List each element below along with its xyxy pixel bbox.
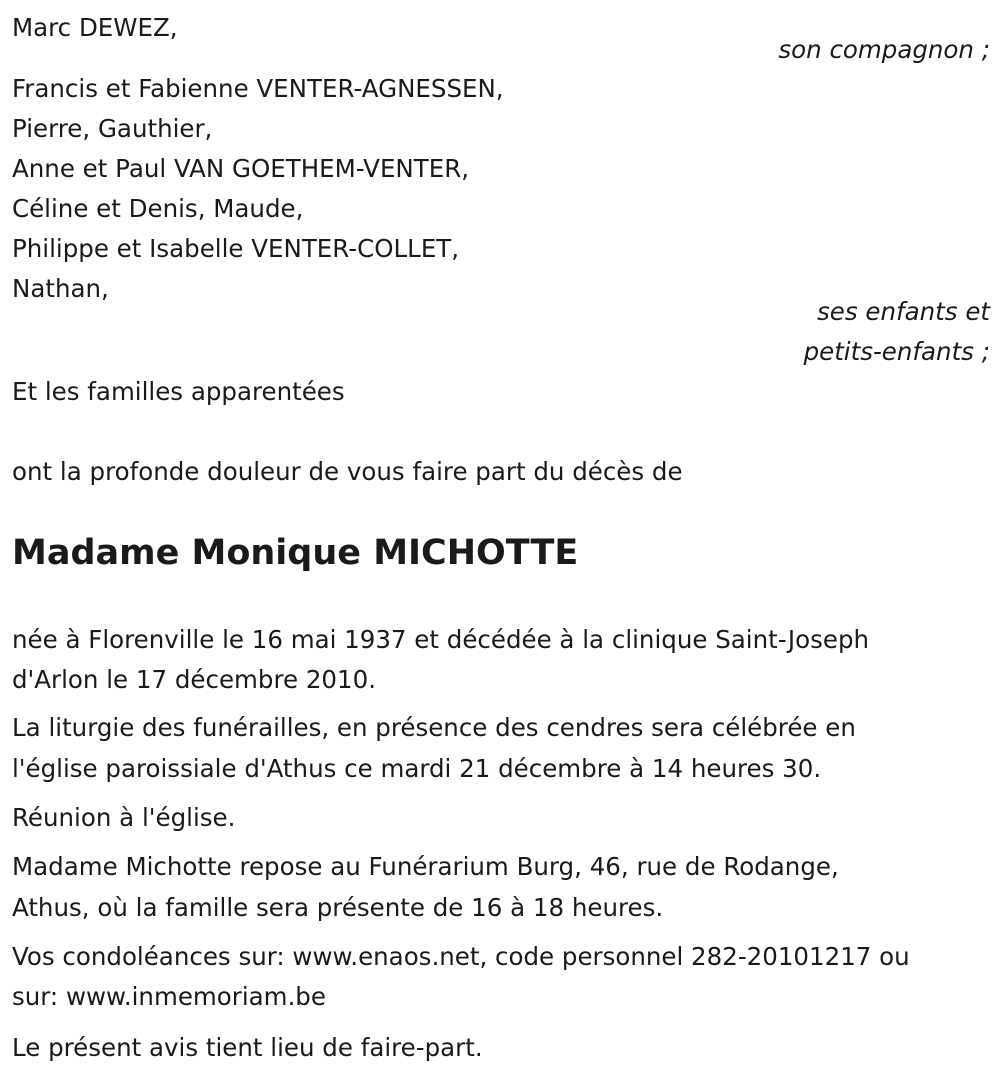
children-line-1: Francis et Fabienne VENTER-AGNESSEN,: [12, 74, 504, 103]
announcement-line: ont la profonde douleur de vous faire part du décès de: [12, 457, 683, 486]
condolences-line-2: sur: www.inmemoriam.be: [12, 982, 326, 1011]
rest-line-1: Madame Michotte repose au Funérarium Burg, 46, rue de Rodange,: [12, 852, 839, 881]
liturgy-line-2: l'église paroissiale d'Athus ce mardi 21 décembre à 14 heures 30.: [12, 754, 822, 783]
children-line-2: Pierre, Gauthier,: [12, 114, 213, 143]
liturgy-line-1: La liturgie des funérailles, en présence des cendres sera célébrée en: [12, 713, 856, 742]
birth-death-line-1: née à Florenville le 16 mai 1937 et décédée à la clinique Saint-Joseph: [12, 625, 870, 654]
closing-line: Le présent avis tient lieu de faire-part.: [12, 1033, 483, 1062]
children-role-line-1: ses enfants et: [817, 297, 990, 326]
rest-line-2: Athus, où la famille sera présente de 16 à 18 heures.: [12, 893, 664, 922]
condolences-line-1: Vos condoléances sur: www.enaos.net, code personnel 282-20101217 ou: [12, 942, 910, 971]
meeting-line: Réunion à l'église.: [12, 803, 236, 832]
children-role-line-2: petits-enfants ;: [803, 337, 990, 366]
relatives-line: Et les familles apparentées: [12, 377, 345, 406]
children-line-4: Céline et Denis, Maude,: [12, 194, 304, 223]
companion-role: son compagnon ;: [778, 35, 990, 64]
children-line-3: Anne et Paul VAN GOETHEM-VENTER,: [12, 154, 470, 183]
birth-death-line-2: d'Arlon le 17 décembre 2010.: [12, 665, 376, 694]
children-line-5: Philippe et Isabelle VENTER-COLLET,: [12, 234, 460, 263]
children-line-6: Nathan,: [12, 274, 109, 303]
deceased-name: Madame Monique MICHOTTE: [12, 533, 579, 573]
companion-name: Marc DEWEZ,: [12, 13, 178, 42]
